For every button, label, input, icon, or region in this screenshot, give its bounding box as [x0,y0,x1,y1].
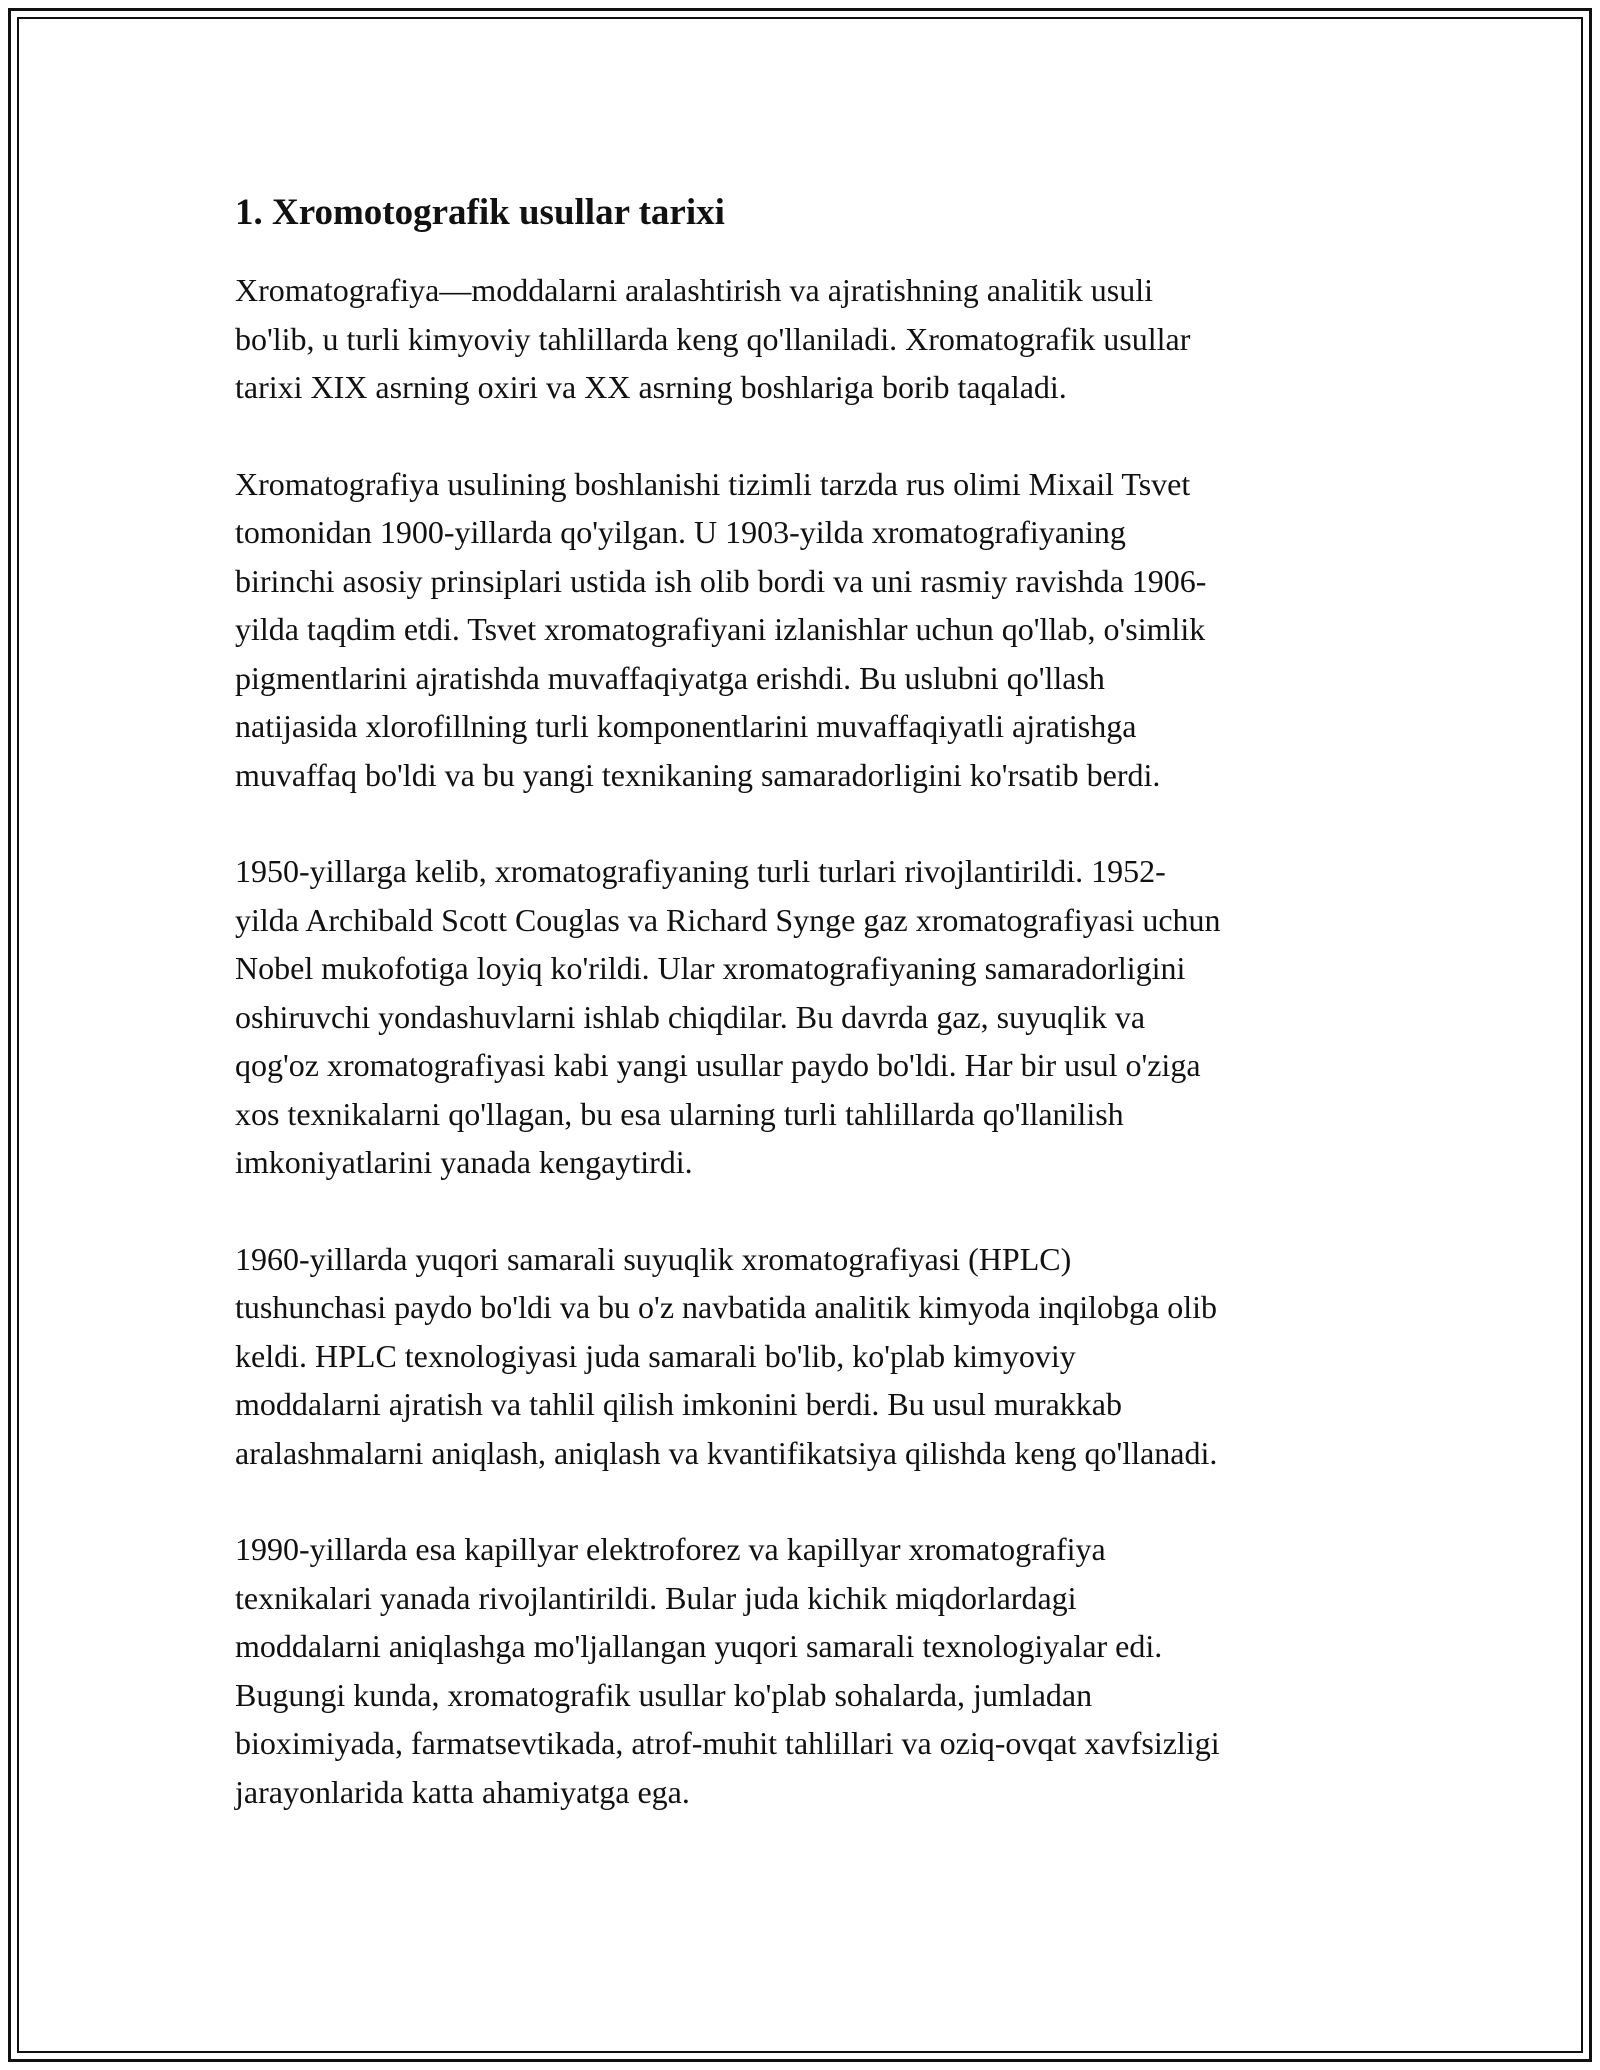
paragraph-introduction: Xromatografiya—moddalarni aralashtirish va ajratishning analitik usuli bo'lib, u turli kimyoviy tahlillarda keng qo'llaniladi. Xromatografik usullar tarixi XIX asrning oxiri va XX asrning boshlariga borib taqaladi. [235,272,1191,405]
document-body [235,186,1365,1864]
paragraph-1950s-development: 1950-yillarga kelib, xromatografiyaning turli turlari rivojlantirildi. 1952- yilda Archibald Scott Couglas va Richard Synge gaz xromatografiyasi uchun Nobel mukofotiga loyiq ko'rildi. Ular xromatografiyaning samaradorligini oshiruvchi yondashuvlarni ishlab chiqdilar. Bu davrda gaz, suyuqlik va qog'oz xromatografiyasi kabi yangi usullar paydo bo'ldi. Har bir usul o'ziga xos texnikalarni qo'llagan, bu esa ularning turli tahlillarda qo'llanilish imkoniyatlarini yanada kengaytirdi. [235,853,1221,1180]
paragraph-modern-applications: 1990-yillarda esa kapillyar elektroforez va kapillyar xromatografiya texnikalari yanada rivojlantirildi. Bular juda kichik miqdorlardagi moddalarni aniqlashga mo'ljallangan yuqori samarali texnologiyalar edi. Bugungi kunda, xromatografik usullar ko'plab sohalarda, jumladan bioximiyada, farmatsevtikada, atrof-muhit tahlillari va oziq-ovqat xavfsizligi jarayonlarida katta ahamiyatga ega. [235,1531,1220,1810]
paragraph-tsvet-history: Xromatografiya usulining boshlanishi tizimli tarzda rus olimi Mixail Tsvet tomonidan 1900-yillarda qo'yilgan. U 1903-yilda xromatografiyaning birinchi asosiy prinsiplari ustida ish olib bordi va uni rasmiy ravishda 1906- yilda taqdim etdi. Tsvet xromatografiyani izlanishlar uchun qo'llab, o'simlik pigmentlarini ajratishda muvaffaqiyatga erishdi. Bu uslubni qo'llash natijasida xlorofillning turli komponentlarini muvaffaqiyatli ajratishga muvaffaq bo'ldi va bu yangi texnikaning samaradorligini ko'rsatib berdi. [235,465,1207,793]
section-heading: 1. Xromotografik usullar tarixi [235,192,725,233]
paragraph-hplc-history: 1960-yillarda yuqori samarali suyuqlik xromatografiyasi (HPLC) tushunchasi paydo bo'ldi va bu o'z navbatida analitik kimyoda inqilobga olib keldi. HPLC texnologiyasi juda samarali bo'lib, ko'plab kimyoviy moddalarni ajratish va tahlil qilish imkonini berdi. Bu usul murakkab aralashmalarni aniqlash, aniqlash va kvantifikatsiya qilishda keng qo'llanadi. [235,1240,1218,1471]
